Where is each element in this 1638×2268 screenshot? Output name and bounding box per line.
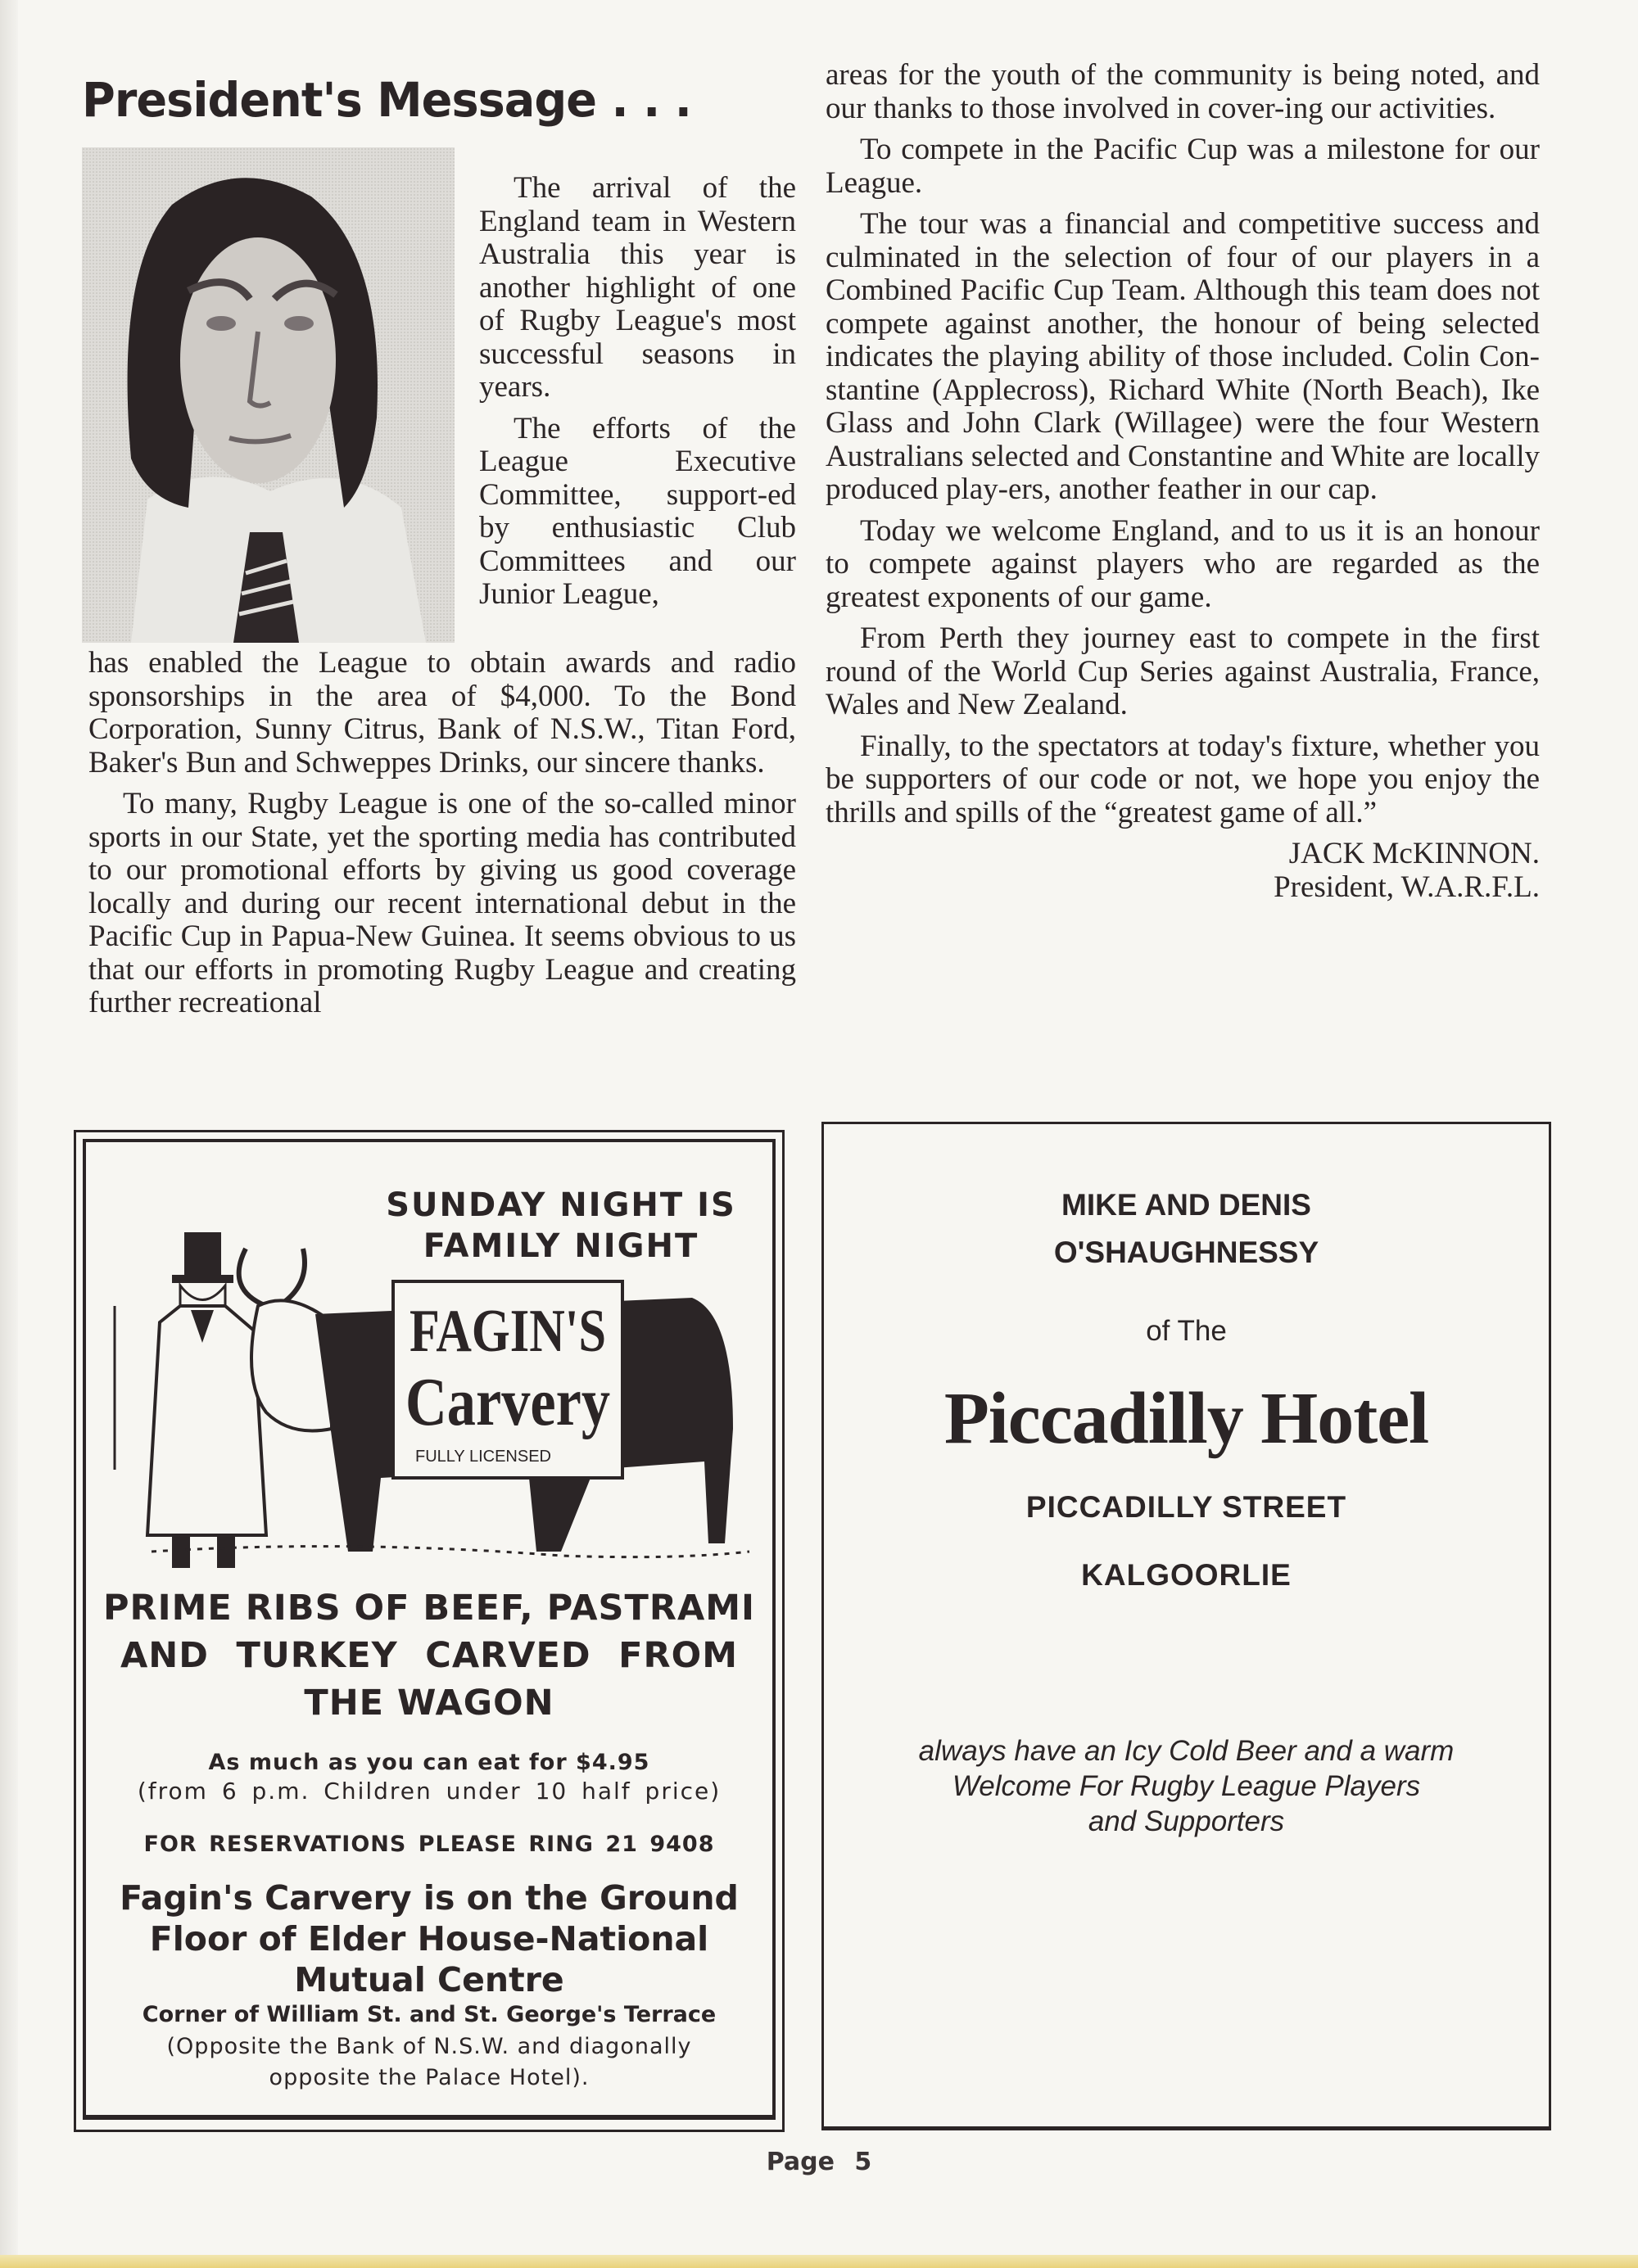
logo-carvery: Carvery	[405, 1364, 610, 1440]
menu-word: CARVED	[425, 1635, 591, 1676]
article-right-column	[826, 59, 1540, 904]
hotel-street: PICCADILLY STREET	[1025, 1490, 1347, 1524]
article-text-beside-photo	[479, 172, 796, 612]
directions-line: opposite the Palace Hotel).	[269, 2065, 590, 2090]
piccadilly-hotel-ad	[821, 1122, 1551, 2130]
directions-line: (Opposite the Bank of N.S.W. and diagonally	[166, 2034, 692, 2059]
page-title: President's Message . . .	[82, 72, 691, 128]
hotel-name: Piccadilly Hotel	[943, 1378, 1429, 1459]
page-binding-edge	[0, 0, 18, 2268]
directions	[86, 2031, 772, 2094]
location-line: Floor of Elder House-National	[149, 1919, 709, 1959]
names-line: O'SHAUGHNESSY	[1053, 1236, 1319, 1269]
hotel-town: KALGOORLIE	[1081, 1558, 1292, 1592]
article-paragraph: The efforts of the League Executive Committee, support-ed by enthusiastic Club Committees and our Junior League,	[479, 411, 796, 611]
article-paragraph: To many, Rugby League is one of the so-called minor sports in our State, yet the sporting media has contributed to our promotional efforts by giving us good coverage locally and during our recent international debut in the Pacific Cup in Papua-New Guinea. It seems obvious to us that our efforts in promoting Rugby League and creating further recreational	[88, 787, 796, 1019]
signature-name: JACK McKINNON.	[1288, 837, 1540, 870]
price-line: As much as you can eat for $4.95	[208, 1750, 650, 1775]
ad-menu-headline	[86, 1584, 772, 1727]
headline-line: FAMILY NIGHT	[423, 1227, 699, 1265]
article-paragraph: areas for the youth of the community is being noted, and our thanks to those involved in cover-ing our activities.	[826, 58, 1540, 125]
menu-line	[102, 1632, 756, 1679]
tagline-line: always have an Icy Cold Beer and a warm	[918, 1735, 1455, 1767]
article-paragraph: The arrival of the England team in Western Australia this year is another highlight of one of Rugby League's most successful seasons in years.	[479, 171, 796, 404]
location-block	[86, 1877, 772, 2000]
of-the-text: of The	[1146, 1315, 1227, 1347]
article-paragraph: Today we welcome England, and to us it is an honour to compete against players who are regarded as the greatest exponents of our game.	[826, 513, 1540, 614]
top-hat-icon	[184, 1232, 221, 1277]
street-corner: Corner of William St. and St. George's Terrace	[142, 2002, 717, 2027]
article-paragraph: Finally, to the spectators at today's fixture, whether you be supporters of our code or not, we hope you enjoy the thrills and spills of the “greatest game of all.”	[826, 729, 1540, 829]
names-line: MIKE AND DENIS	[1061, 1188, 1311, 1222]
reservations-phone: FOR RESERVATIONS PLEASE RING 21 9408	[143, 1832, 715, 1857]
menu-line: PRIME RIBS OF BEEF, PASTRAMI	[102, 1588, 756, 1629]
page-bottom-edge	[0, 2255, 1638, 2268]
children-price-line: (from 6 p.m. Children under 10 half price)	[137, 1778, 722, 1805]
article-paragraph: To compete in the Pacific Cup was a milestone for our League.	[826, 133, 1540, 200]
ad-inner-border	[83, 1139, 776, 2120]
menu-word: AND	[120, 1635, 209, 1676]
menu-word: FROM	[618, 1635, 738, 1676]
tagline-line: and Supporters	[1088, 1805, 1285, 1837]
location-line: Fagin's Carvery is on the Ground	[120, 1878, 739, 1918]
proprietor-names	[824, 1181, 1549, 1276]
location-line: Mutual Centre	[294, 1960, 564, 1999]
logo-fagins: FAGIN'S	[410, 1298, 606, 1365]
article-paragraph: has enabled the League to obtain awards and radio sponsorships in the area of $4,000. To the Bond Corporation, Sunny Citrus, Bank of N.S.W., Titan Ford, Baker's Bun and Schweppes Drinks, our sincere thanks.	[88, 646, 796, 779]
hotel-tagline	[824, 1733, 1549, 1839]
fagins-carvery-ad	[74, 1130, 785, 2132]
menu-line: THE WAGON	[304, 1683, 554, 1724]
logo-license: FULLY LICENSED	[415, 1448, 551, 1466]
tagline-line: Welcome For Rugby League Players	[952, 1770, 1421, 1802]
menu-word: TURKEY	[236, 1635, 398, 1676]
president-portrait-photo	[82, 147, 455, 643]
page-number: Page 5	[766, 2148, 872, 2176]
man-and-bull-illustration	[102, 1224, 758, 1568]
article-paragraph: The tour was a financial and competitive success and culminated in the selection of four of our players in a Combined Pacific Cup Team. Although this team does not compete against another, the honour of being selected indicates the playing ability of those included. Colin Con-stantine (Applecross), Richard White (North Beach), Ike Glass and John Clark (Willagee) were the four Western Australians selected and Constantine and White are locally produced play-ers, another feather in our cap.	[826, 207, 1540, 506]
headline-line: SUNDAY NIGHT IS	[386, 1186, 736, 1224]
signature-title: President, W.A.R.F.L.	[1274, 870, 1540, 904]
article-paragraph: From Perth they journey east to compete in the first round of the World Cup Series against Australia, France, Wales and New Zealand.	[826, 621, 1540, 721]
article-left-column	[88, 647, 796, 1020]
